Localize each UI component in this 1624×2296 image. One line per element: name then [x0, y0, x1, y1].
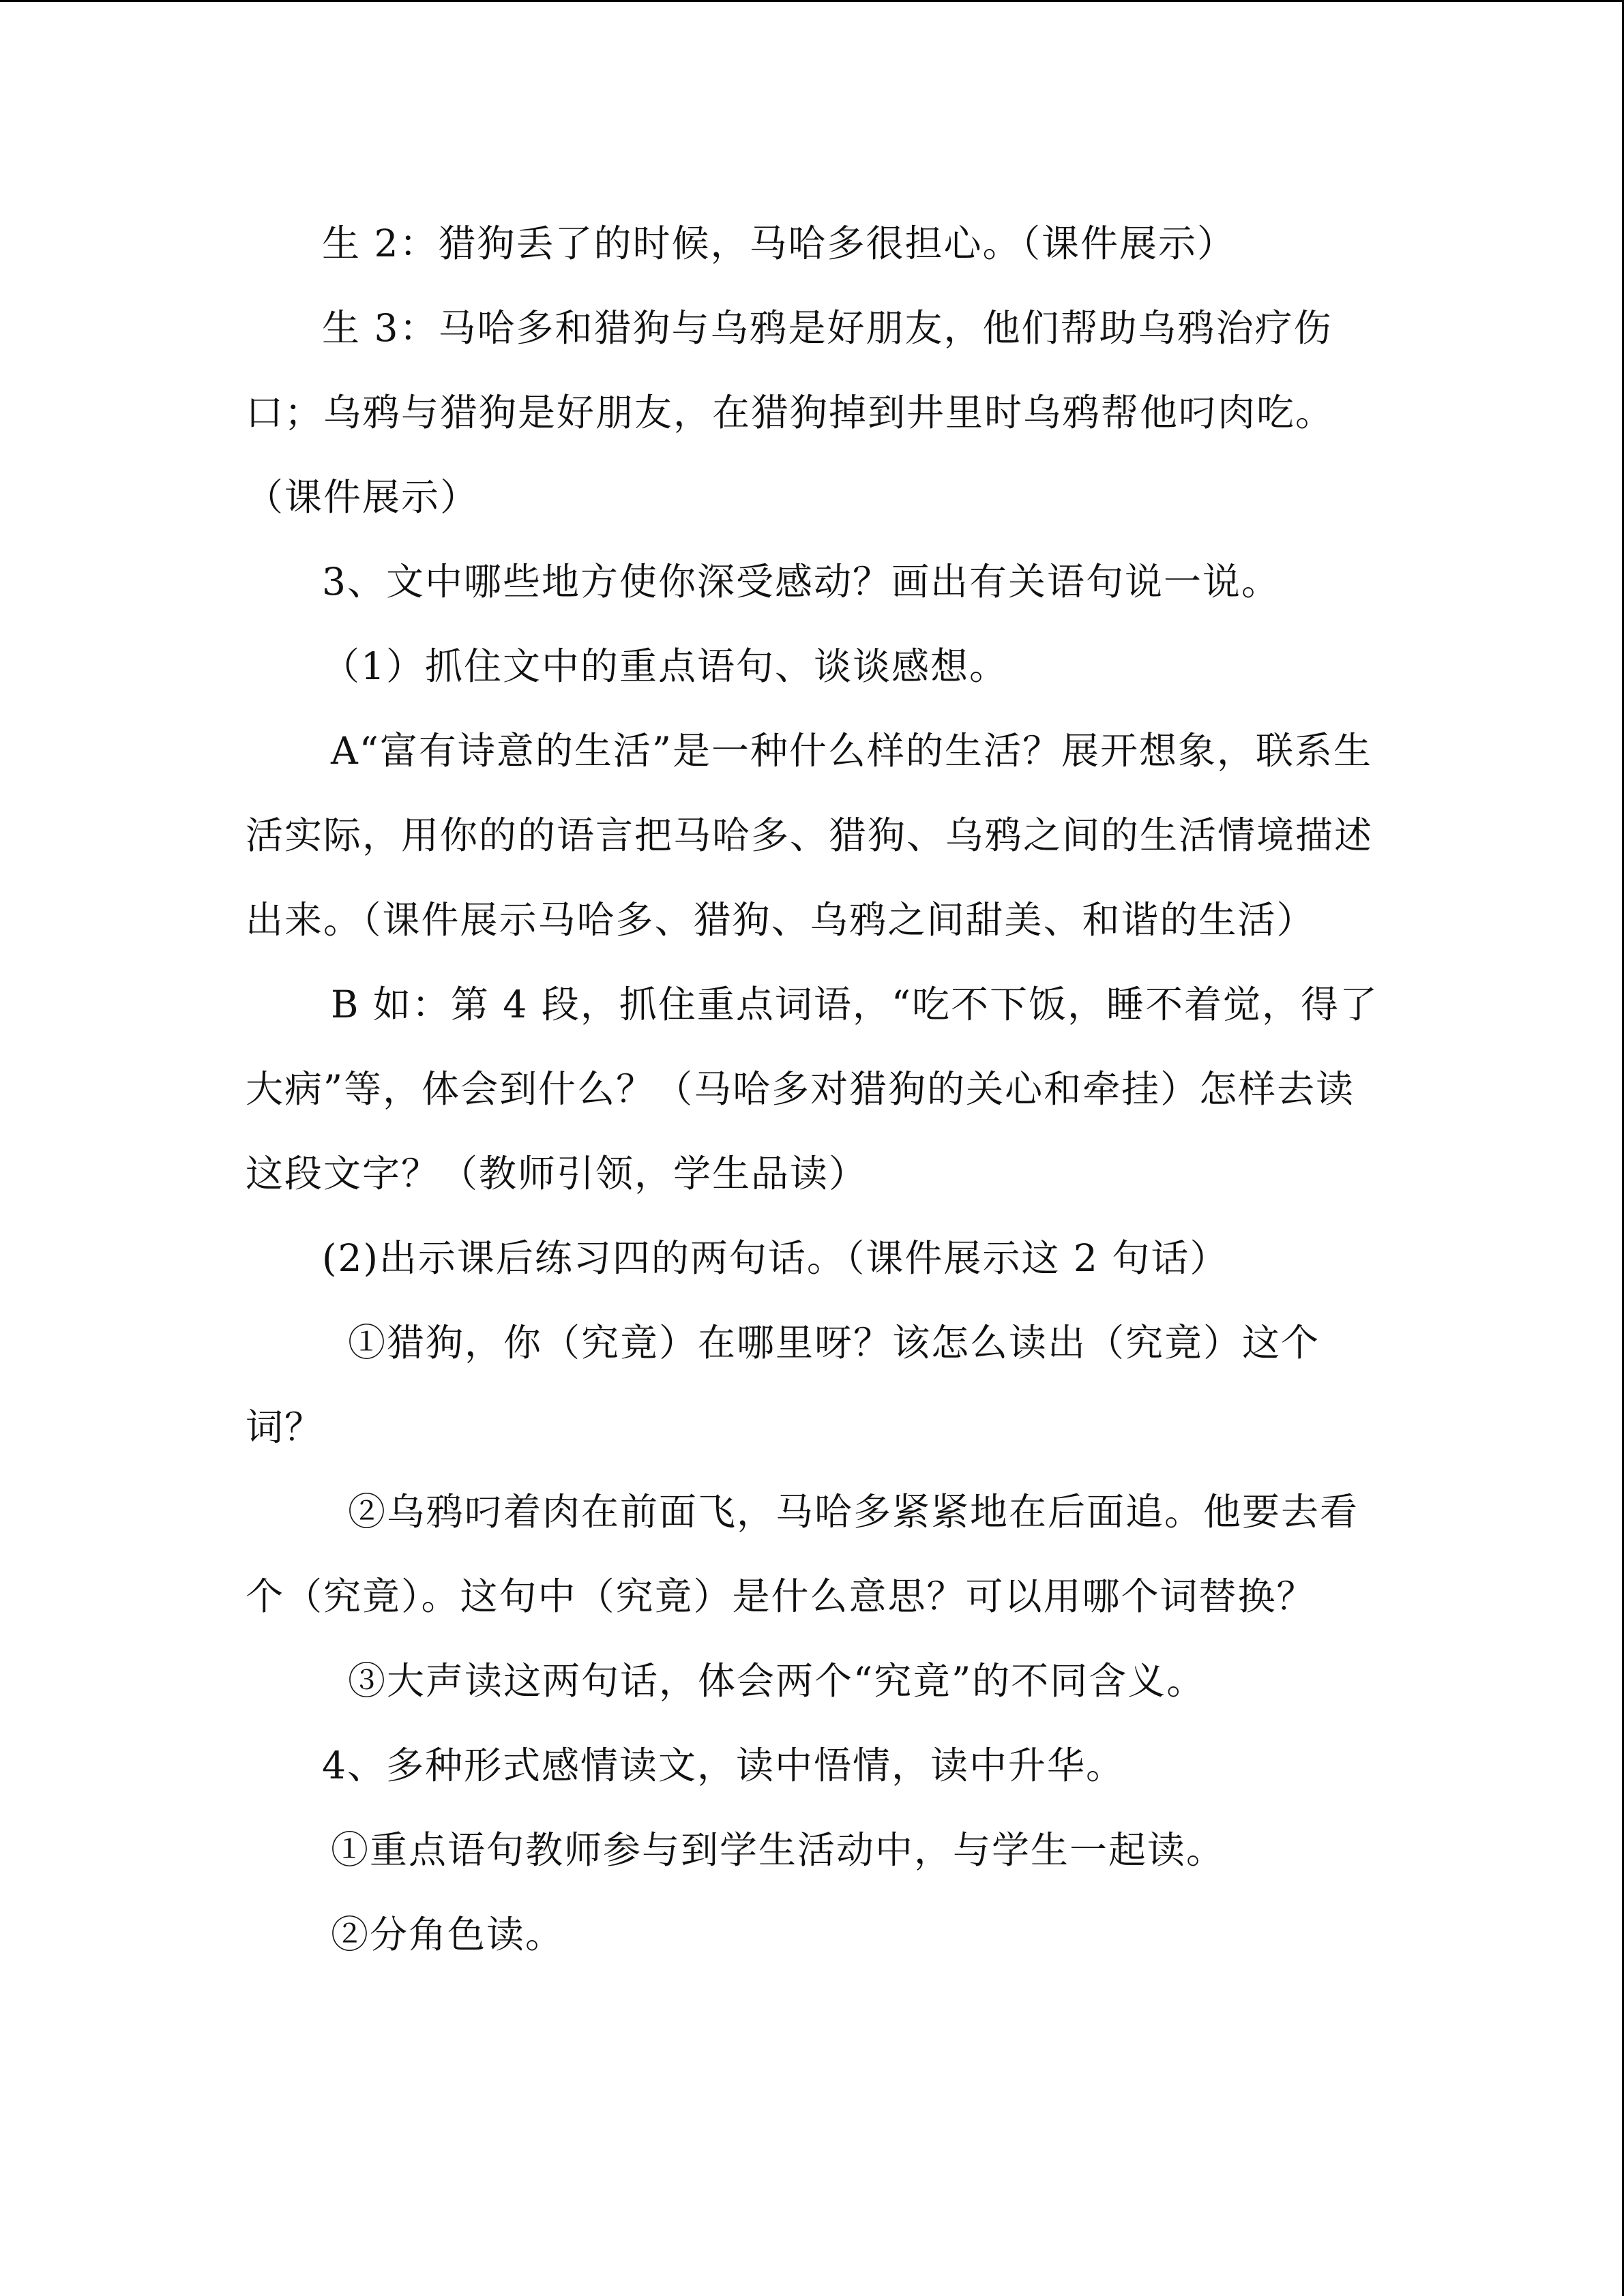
paragraph-circle-2: ②乌鸦叼着肉在前面飞，马哈多紧紧地在后面追。他要去看个（究竟）。这句中（究竟）是什么意思？可以用哪个词替换？	[246, 1490, 1359, 1618]
paragraph-item-2: (2)出示课后练习四的两句话。（课件展示这 2 句话）	[322, 1236, 1229, 1280]
document-body	[246, 201, 1381, 1977]
paragraph-student-3: 生 3：马哈多和猎狗与乌鸦是好朋友，他们帮助乌鸦治疗伤口；乌鸦与猎狗是好朋友，在猎狗掉到井里时乌鸦帮他叼肉吃。（课件展示）	[246, 306, 1335, 519]
paragraph-item-1: （1）抓住文中的重点语句、谈谈感想。	[322, 644, 1008, 688]
paragraph-reading-1: ①重点语句教师参与到学生活动中，与学生一起读。	[331, 1828, 1226, 1872]
paragraph-item-b: B 如：第 4 段，抓住重点词语，“吃不下饭，睡不着觉，得了大病”等，体会到什么？（马哈多对猎狗的关心和牵挂）怎样去读这段文字？（教师引领，学生品读）	[246, 983, 1378, 1195]
paragraph-reading-2: ②分角色读。	[331, 1913, 565, 1956]
paragraph-circle-3: ③大声读这两句话，体会两个“究竟”的不同含义。	[348, 1659, 1206, 1703]
paragraph-circle-1: ①猎狗，你（究竟）在哪里呀？该怎么读出（究竟）这个词？	[246, 1321, 1320, 1449]
paragraph-student-2: 生 2：猎狗丢了的时候，马哈多很担心。（课件展示）	[322, 222, 1236, 265]
paragraph-question-4: 4、多种形式感情读文，读中悟情，读中升华。	[322, 1744, 1125, 1787]
paragraph-item-a: A“富有诗意的生活”是一种什么样的生活？展开想象，联系生活实际，用你的的语言把马哈多、猎狗、乌鸦之间的生活情境描述出来。（课件展示马哈多、猎狗、乌鸦之间甜美、和谐的生活）	[246, 729, 1374, 942]
page-top-border	[0, 0, 1624, 2]
paragraph-question-3: 3、文中哪些地方使你深受感动？画出有关语句说一说。	[322, 560, 1280, 603]
